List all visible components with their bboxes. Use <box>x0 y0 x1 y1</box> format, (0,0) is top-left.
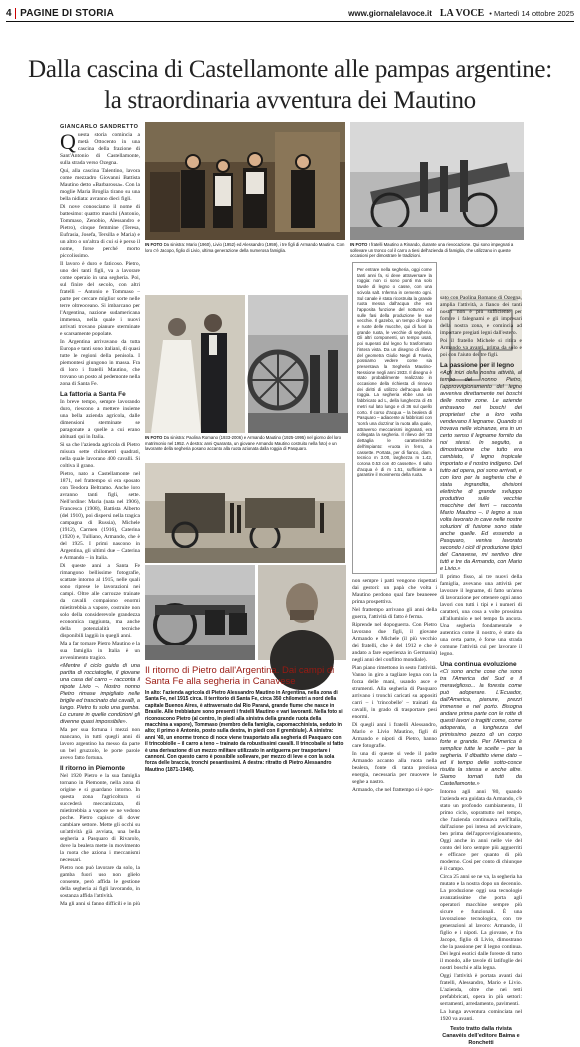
headline-line1: Dalla cascina di Castellamonte alle pampas argentine: <box>28 56 552 83</box>
sidebar-text: Per entrare nella segheria, oggi come tanti anni fa, si deve attraversare la roggia: non ci sono ponti ma solo tavole di legno o casse, con una scivola salt. Inferma in cemento ogni. Sul canale è stata ricostruita la grande ruota messa dall'acqua che era l'apposita funzione del notturno ed sulle fasi della produzione le sue vecchie. Il gazebo, un tempo di legno e ruote delle mucche, qui di fuori la grande ruota, le vecchie di segheria. Gli altri componenti, un tempo usati, poi superati dal legno fu trasformato l'intera vista. Da un disegno di rilievo del geometra Giulio Negri di Favria, possiamo vedere come sia presentava la Segheria Mautino-Nessione negli anni 1933. Il disegno è stato probabilmente realizzato in occasione della richiesta di rinnovo dei diritti di utilizzo dell'acqua della roggia. La segheria ebbe una un fabbricato ad L, della lunghezza di 45 metri sul lato lungo e di 36 sul quello corto. Il corso d'acqua – la bealera di Pasquaro – adiacente ai fabbricati con ‘sorrà una dozzina' la ruota alla quale, attraverso meccanismi ingranati, era collegata la segheria. Il rilievo del '33 dettaglia le caratteristiche dell'impianto: «ruota in ferro, a cassette. Portata, per di fianco, diam. tecnico m 3.00, larghezza m 1.42, corona 0.53 con 40 cassette». Il salto d'acqua è di m 1.51, sufficiente a garantire il movimento della ruota. <box>357 267 432 478</box>
caption-label: IN FOTO <box>350 242 368 247</box>
log-transport-image <box>145 565 255 660</box>
argentina-farm-photo <box>145 463 345 563</box>
article-column-4 <box>440 295 523 1046</box>
paragraph: Di queste anni a Santa Fe rimangono bellissime fotografie, scattate intorno al 1915, nelle quali sono riprese le lavorazioni nei campi. Oltre alle carrozze trainate da cavalli compaiono enormi mietitrebbia a vapore, costruite non solo della considerevole grandezza economica raggiunta, ma anche della potenzialità tecniche disponibili laggiù in quegli anni. <box>60 563 140 639</box>
paragraph: Circa 25 anni se ne va, la segheria ha mutato e la nostra dopo un decennio. La produzione oggi usa tecnologie avanzatissime che porta agli operatori macchine sempre più sicure e funzionali. È una lavorazione tecnologica, con tre generazioni al lavoro: Armando, il figlio e i nipoti. La giovane, e fra Jacopo, figlio di Livio, dimostrano che la passione per il legno continua. Dei legni esotici dalle foreste di tutto il mondo, alle tavole di latifoglie dei nostri boschi e alla legna. <box>440 874 522 971</box>
photo-caption <box>350 242 524 259</box>
mill-wheel-image <box>248 295 348 433</box>
website-link[interactable]: www.giornalelavoce.it <box>348 9 432 18</box>
quote: «Mentre il ciclo guida di una partita di rocciatoglie, il giovane una casa del carro – racconta il nipote Livio –. Nostro nonno Pietro rimase impigliato nelle briglie ed trascinato dai cavalli, a lungo. Pietro fu solo una gamba. Lo curare in quelle condizioni gli divenne quasi impossibile». <box>60 663 140 725</box>
byline: GIANCARLO SANDRETTO <box>60 124 139 130</box>
sidebar-box <box>352 262 437 574</box>
family-workshop-photo <box>145 122 345 240</box>
caption-text: I fratelli Mautino a Rinando, durante una rievocazione. Qui sono impegnati a sollevare un tronco col il carro a tiesi dell'azienda di famiglia, che utilizzano in queste occasioni per dimostrare le tradizioni. <box>350 242 514 259</box>
subheading: Una continua evoluzione <box>440 661 517 668</box>
log-carriage-photo <box>350 122 524 240</box>
gallery-title: Il ritorno di Pietro dall'Argentina. Dai campi di Santa Fe alla segheria in Canavese <box>145 665 335 687</box>
paragraph: Ma a far tornare Pietro Mautino e la sua famiglia in Italia è un avvenimento tragico. <box>60 641 140 661</box>
quote: «Ci sono anche cose che sono tra l'America del Sud e il meraviglioso... la foresta come può adoperare. L'Ecuador, dall'America, pianure, prezzi immense e nel porto. Bisogna andare prima parte con le rotte di questi lavori o tragitti come, come adoperata, a lunghezza del primissimo pezzo di un corpo forte e grande. Per l'America è semplice tutte le scelte – per la segheria. Il dibattito viene dato – ed il tempo delle sotto-cosce risulta la stessa e anche altre. Siamo tornati tutti da Castellamonte.» <box>440 669 522 787</box>
paragraph: Pian piano rimettono in sesto l'attività. Vanno in giro a tagliare legna con la forza delle mani, usando asce e strumenti. Alla segheria di Pasquaro arrivano i tronchi caricati su appositi carri – i 'trincobelle' – trainati da cavalli, in grado di trasportare pesi enormi. <box>352 665 437 720</box>
paragraph: Intorno agli anni '80, quando l'azienda era guidata da Armando, c'è stato un profondo cambiamento, Il primo ciclo, soprattutto nel tempo, che l'azienda continuava nell'Italia, dall'azione poi intesa ad avvicinare, ben prima dell'approvvigionamento, Oggi anche in anni nelle vie del conto del loro sempre più agguerriti e efficace per quanto di più moderno. Così per conto di chiunque è il campo. <box>440 789 522 872</box>
photo-caption <box>145 435 348 452</box>
paragraph: Di quegli anni i fratelli Alessandro, Mario e Livio Mautino, figli di Armando e nipoti di Pietro, hanno care fotografie. <box>352 722 437 749</box>
paragraph: sato con Paolina Romano di Ozegna, amplia l'attività, a fianco dei tanti nostri non è più sufficiente per fornire i falegnami e gli impresari della nostra zona, e comincia ad importare pregiati legni dall'estero. <box>440 295 522 336</box>
paragraph: Il lavoro è duro e faticoso. Pietro, uno dei tanti figli, va a lavorare come operaio in una segheria. Poi, sul finire del secolo, con altri fratelli – Antonio e Tommaso – parte per cercare miglior sorte nelle terre oltreoceano. Si imbarcano per l'Argentina, nazione sudamericana immensa, nella quale i nuovi arrivati trovano pianure sterminate e scarsamente popolate. <box>60 261 140 337</box>
wedding-photo <box>145 295 245 433</box>
paragraph: Pietro, nato a Castellamonte nel 1871, nel frattempo si era sposato con Teodora Beltramo. Anche loro avranno tanti figli, sette. Nell'ordine: Maria (nata nel 1906), Francesca (1908), Battista Alberto (del 1910), poi dispersi nella tragica campagna di Russia), Michele (1912), Carmen (1916), Caterina (1920) e, Tulliano, Armando, che è del 1925. I primi nascono in Argentina, gli ultimi due – Caterina e Armando – in Italia. <box>60 471 140 561</box>
header-divider <box>15 8 17 19</box>
gallery-caption: In alto: l'azienda agricola di Pietro Alessandro Mautino in Argentina, nella zona di Santa Fe, nel 1915 circa. Il territorio di Santa Fe, circa 350 chilometri a nord della capitale Buenos Aires, è attraversato dal Rio Paraná, grande fiume che nasce in Brasile. Alle trebbiature sono presenti i fratelli Mautino e vari lavoranti. Nella foto si riconoscono Pietro (al centro, in piedi alla sinistra della grande ruota della macchina a vapore), Tommaso (membro della famiglia, capomacchinista, seduto in alto; il primo è Antonio, posto sulla destra, in piedi con il grembiule). A sinistra: anni '40, un enorme tronco di noce viene trasportato alla segheria di Pasquaro con il trincobiolle – il carro a teno – trainato da robustissimi cavalli. Il trincobaile si fatto è una derivazione di un mezzo militare utilizzato in antiguerra per trasportare i cannoni. Con questo carro è possibile sollevare, per mezzo di leve e con la sola forza delle braccia, tronchi pesantissimi. A destra: ritratto di Pietro Alessandro Mautino (1871-1948). <box>145 690 344 773</box>
paragraph: Il primo fisso, ai tre nuovi della famiglia, avevano una attività per lavorare il legname, di fatto un'area di lavorazione per ottenere ogni anno lavori con tutti i tipi e i numeri di caratteri, una cosa a volte prossima all'alluminio e nel tempo fa ancora. Una segheria fondamentale e autentica come il nostro, è stato da una certa parte, è forse una strada comune l'attività cui per lavorare il legno. <box>440 574 523 657</box>
issue-date: • Martedì 14 ottobre 2025 <box>489 9 574 18</box>
log-transport-photo <box>145 565 255 660</box>
family-workshop-image <box>145 122 345 240</box>
paragraph: Ma per sua fortuna i mezzi non mancano, in tutti quegli anni di lavoro argentino ha messo da parte un bel gruzzolo, le porte parole avevo fatto fortuna. <box>60 727 140 761</box>
paragraph: La lunga avventura cominciata nel 1920 va avanti. <box>440 1009 522 1022</box>
caption-text: Da sinistra: Paolina Romano (1933-2006) e Armando Mautino (1925-1995) nel giorno del loro matrimonio nel 1952. A destra: anni Quaranta, un giovane Armando Mautino costruito nella foto) e un lavorante della segheria posano accanto alla ruota azionata dalla roggia di Pasquaro. <box>145 435 342 452</box>
paragraph: In Argentina arrivavano da tutta Europa e tanti sono italiani, di quasi tutte le regioni della penisola. I piemontesi giungono in massa. Fra di loro i fratelli Mautino, che trovano un posto al pedemonte nella zona di Santa Fe. <box>60 339 140 387</box>
paragraph: Pietro non può lavorare da solo, la gamba fuori uso non glielo consente, però affida le gestione della segheria ai figli lavorando, in sostanza affida l'attività. <box>60 865 140 899</box>
section-name: PAGINE DI STORIA <box>20 8 115 19</box>
argentina-farm-image <box>145 463 345 563</box>
wedding-image <box>145 295 245 433</box>
article-column-1 <box>60 129 140 907</box>
paragraph: Nel frattempo arrivano gli anni della guerra, l'attività di fatto è ferma. <box>352 607 437 620</box>
paragraph: Qui, alla cascina Talentino, lavora come mezzadro Giovanni Battista Mautino detto «Barbarossa». Con la moglie Maria Broglia tirano su una bella nidiata: avranno dieci figli. <box>60 168 140 202</box>
drop-cap: Q <box>60 129 76 154</box>
newspaper-name: LA VOCE <box>439 8 485 19</box>
paragraph: Poi il fratello Michele si ritira e Armando va avanti, prima da solo e poi con l'aiuto dei tre figli. <box>440 338 522 358</box>
quote: «Agli inizi della nostra attività, al tempo del nonno Pietro, l'approvvigionamento del legno avveniva direttamente nei boschi delle nostre zone. Le aziende entravano nei boschi dei proprietari che a loro volta vendevano il legname. Quando si trovava nelle vicinanze, era in un certo senso il legname fornito da noi stessi. In seguito, a dimostrazione che tutto era cambiato, il legno tropicale importato e il nostro indigeno. Del tutto ad opera, poi sono arrivati, e con loro per la segheria che è stata ingrandita, divisioni elettriche di grande sviluppo produttivo sulle vecchie macchine dei ferri – racconta Mario Mautino –. Il legno a sua volta lavorato in cave nelle nostre soluzioni di fusione sono state anche quelle. Ed essendo a Pasquaro, veniva lavorato secondo i cicli di produzione tipici del Canavese, mi sentivo dire tutti e tre da Armando, con Mario e Livio.» <box>440 370 522 572</box>
paragraph: Riprende nel dopoguerra. Con Pietro lavorano due figli, il giovane Armando e Michele (il più vecchio dei fratelli, che è del 1912 e che è andato a fare esperienza in Germania) negli anni del conflitto mondiale). <box>352 622 437 663</box>
paragraph: Ma gli anni si fanno difficili e in più <box>60 901 140 907</box>
subheading: Il ritorno in Piemonte <box>60 765 126 772</box>
log-carriage-image <box>350 122 524 240</box>
page-header <box>6 6 574 22</box>
paragraph: uesta storia comincia a metà Ottocento in una cascina della frazione di Sant'Antonio di Castellamonte, sulla strada verso Ozegna. <box>60 132 140 166</box>
headline-line2: la straordinaria avventura dei Mautino <box>104 87 476 114</box>
mill-wheel-photo <box>248 295 348 433</box>
paragraph: Si sa che l'azienda agricola di Pietro misura sette chilometri quadrati, nella quale lavorano 400 cavalli. Si coltiva il grano. <box>60 442 140 469</box>
caption-label: IN FOTO <box>145 435 163 440</box>
paragraph: In breve tempo, sempre lavorando duro, riescono a mettere insieme una bella azienda agricola, dalle dimensioni sterminate se paragonate a quelle a cui erano abituati qui in Italia. <box>60 399 140 440</box>
photo-caption <box>145 242 345 253</box>
caption-label: IN FOTO <box>145 242 163 247</box>
paragraph: Nel 1920 Pietro e la sua famiglia tornano in Piemonte, nella zona di origine e si guardano intorno. In questa zona l'agricoltura si succederà meccanizzata, di mietitrebbia a vapore se ne vedono poche. Pietro capisce di dover cambiare settore. Mette gli occhi su un'attività già avviata, una bella segheria a Pasquaro di Rivarolo, dove la bealera mette in movimento la ruota che aziona i meccanismi necessari. <box>60 773 140 863</box>
caption-text: Da sinistra: Mario (1960), Livio (1952) ed Alessandro (1959), i tre figli di Armando Mautino. Con loro c'è Jacopo, figlio di Livio, ultima generazione della numerosa famiglia. <box>145 242 345 253</box>
article-column-3 <box>352 578 437 796</box>
paragraph: non sempre i patti vengono rispettati dai gestori: un papà che volta i Mautino perdono qual fare beaneeee prima prospettiva. <box>352 578 437 605</box>
subheading: La fattoria a Santa Fe <box>60 391 126 398</box>
pietro-portrait-image <box>258 565 346 660</box>
paragraph: Di nove conosciamo il nome di battesimo: quattro maschi (Antonio, Tommaso, Zenobio, Alessandro e Pietro), cinque femmine (Teresa, Eufrasia, Josefa, Tersilla e Maria) e un altro o un'altra di cui si è perso il nome, forse perché morto piccolissimo. <box>60 204 140 259</box>
source-note: Testo tratto dalla rivista Canavèis dell'editore Baima e Ronchetti <box>442 1026 520 1046</box>
paragraph: In una di queste si vede il padre Armando accanto alla ruota nella bealera, fonte di tanta preziosa energia, necessaria per muovere le seghe a nastro. <box>352 751 437 785</box>
page-number: 4 <box>6 8 12 19</box>
pietro-portrait-photo <box>258 565 346 660</box>
paragraph: Armando, che nel frattempo si è spo- <box>352 787 434 793</box>
subheading: La passione per il legno <box>440 362 515 369</box>
paragraph: Oggi l'attività è portata avanti dai fratelli, Alessandro, Mario e Livio. L'azienda, oltre che nei tetti prefabbricati, opera in più settori: serramenti, arredamento, pavimenti. <box>440 973 522 1007</box>
